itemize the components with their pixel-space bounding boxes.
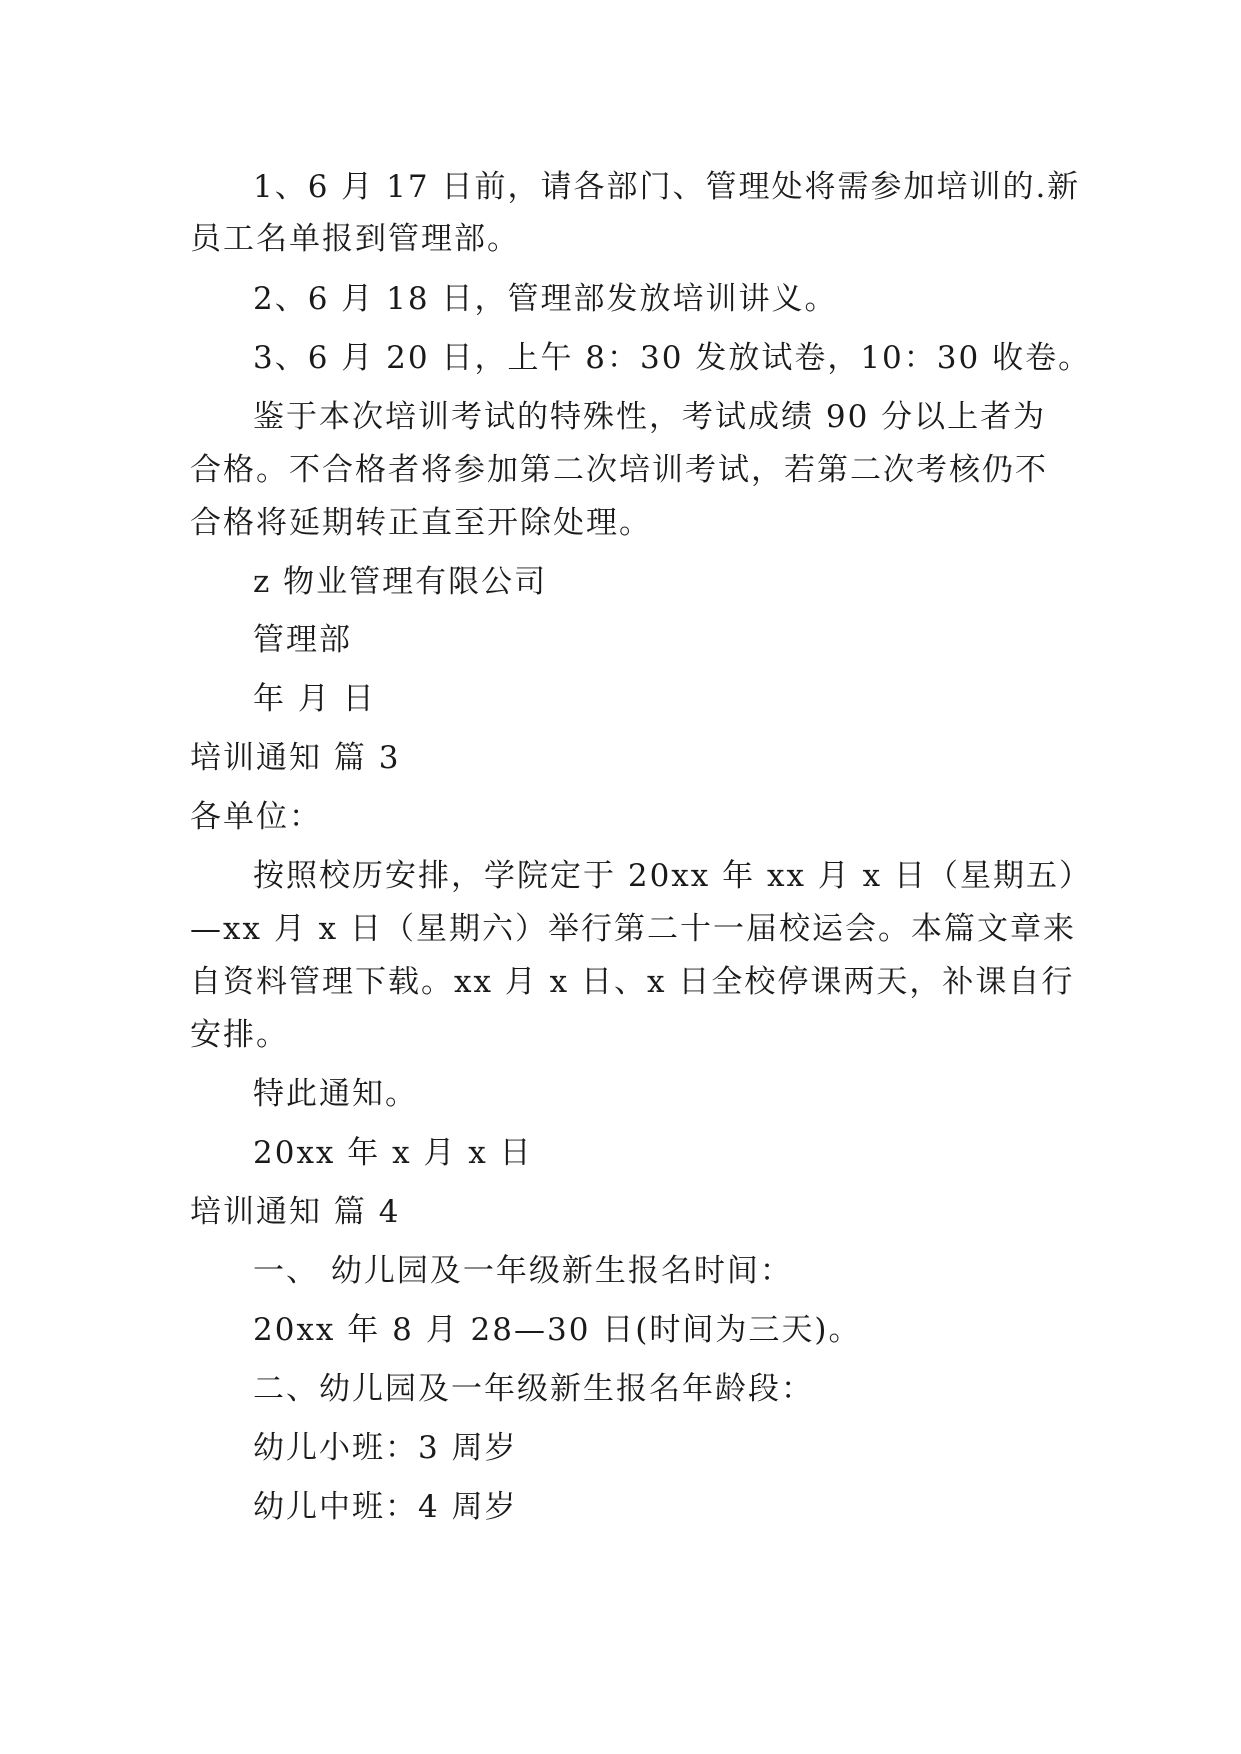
paragraph-line: 员工名单报到管理部。 xyxy=(190,221,520,257)
list-item: 二、幼儿园及一年级新生报名年龄段： xyxy=(253,1371,814,1407)
paragraph-line: 2、6 月 18 日，管理部发放培训讲义。 xyxy=(253,281,838,317)
company-name: z 物业管理有限公司 xyxy=(253,564,548,600)
section-heading: 培训通知 篇 4 xyxy=(190,1194,401,1230)
paragraph-line: 合格。不合格者将参加第二次培训考试，若第二次考核仍不 xyxy=(190,452,1048,488)
paragraph-line: 1、6 月 17 日前，请各部门、管理处将需参加培训的.新 xyxy=(253,169,1081,205)
date-line: 年 月 日 xyxy=(253,681,376,717)
paragraph-line: —xx 月 x 日（星期六）举行第二十一届校运会。本篇文章来 xyxy=(190,911,1077,947)
list-item: 幼儿中班：4 周岁 xyxy=(253,1489,518,1525)
department-name: 管理部 xyxy=(253,622,352,658)
section-heading: 培训通知 篇 3 xyxy=(190,740,401,776)
notice-closing: 特此通知。 xyxy=(253,1076,418,1112)
paragraph-line: 按照校历安排，学院定于 20xx 年 xx 月 x 日（星期五） xyxy=(253,858,1092,894)
paragraph-line: 合格将延期转正直至开除处理。 xyxy=(190,505,652,541)
list-item: 幼儿小班：3 周岁 xyxy=(253,1430,518,1466)
paragraph-line: 3、6 月 20 日，上午 8：30 发放试卷，10：30 收卷。 xyxy=(253,340,1092,376)
paragraph-line: 安排。 xyxy=(190,1017,289,1053)
list-item: 一、 幼儿园及一年级新生报名时间： xyxy=(253,1253,793,1289)
list-item: 20xx 年 8 月 28—30 日(时间为三天)。 xyxy=(253,1312,862,1348)
paragraph-line: 自资料管理下载。xx 月 x 日、x 日全校停课两天，补课自行 xyxy=(190,964,1075,1000)
salutation: 各单位： xyxy=(190,799,322,835)
paragraph-line: 鉴于本次培训考试的特殊性，考试成绩 90 分以上者为 xyxy=(253,399,1047,435)
date-line: 20xx 年 x 月 x 日 xyxy=(253,1135,533,1171)
